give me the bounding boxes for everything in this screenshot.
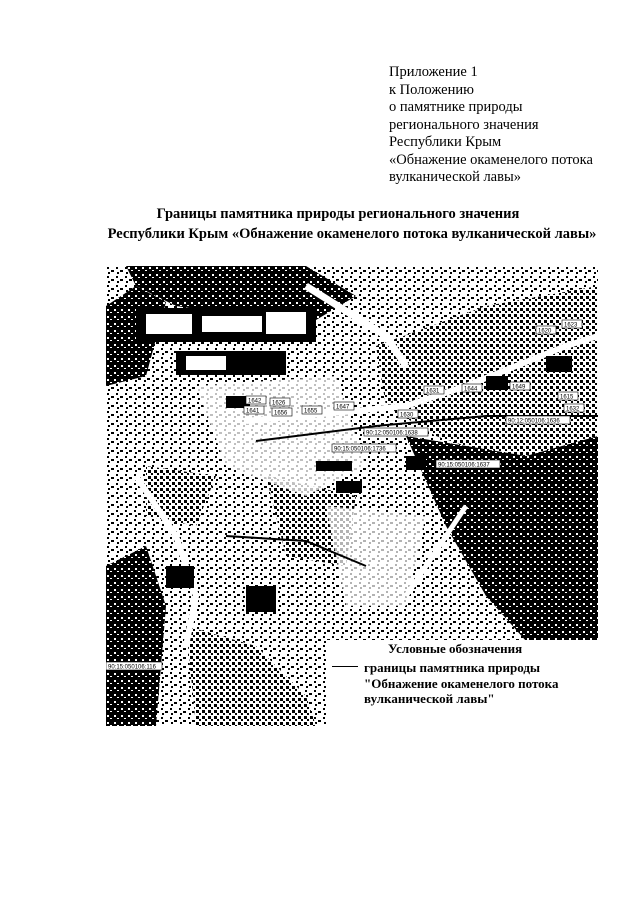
appendix-line: к Положению — [389, 81, 474, 98]
map-label: 1644 — [464, 386, 478, 393]
map-label: 1641 — [246, 408, 260, 415]
boundary-line-symbol — [332, 666, 358, 667]
appendix-line: о памятнике природы — [389, 99, 523, 115]
appendix-block — [389, 64, 629, 187]
legend-title: Условные обозначения — [388, 641, 523, 656]
map-label: 1632 — [566, 406, 580, 413]
map-label: 1647 — [336, 404, 350, 411]
appendix-line: «Обнажение окаменелого потока — [389, 151, 593, 168]
legend — [326, 640, 598, 726]
map-label: 90:12:050106:1636 — [508, 418, 560, 425]
legend-line-text: вулканической лавы" — [364, 691, 495, 706]
map-label: 1631 — [426, 388, 440, 395]
legend-line-text: границы памятника природы — [364, 660, 541, 675]
map-label: 90:15:050106:116 — [108, 664, 156, 671]
document-title-line-2: Республики Крым «Обнажение окаменелого потока вулканической лавы» — [107, 226, 597, 242]
map-label: 1620 — [538, 328, 552, 335]
map-label: 90:15:050106:1736 — [334, 446, 386, 453]
appendix-line: Республики Крым — [389, 134, 502, 150]
legend-description — [364, 660, 558, 707]
map-label: 1626 — [272, 400, 286, 407]
map-label: 1656 — [274, 410, 288, 417]
map-label: 90:15:050106:1637 — [438, 462, 490, 469]
appendix-line: вулканической лавы» — [389, 169, 521, 185]
map-label: 1642 — [248, 398, 262, 405]
document-title-line-1: Границы памятника природы регионального значения — [156, 206, 520, 222]
appendix-line: регионального значения — [389, 116, 539, 133]
map-label: 90:12:050106:1638 — [366, 430, 418, 437]
map-label: 1655 — [304, 408, 318, 415]
map-label: 1649 — [512, 384, 526, 391]
map-label: 1623 — [564, 322, 578, 329]
appendix-line: Приложение 1 — [389, 64, 478, 80]
legend-line-text: "Обнажение окаменелого потока — [364, 675, 559, 691]
map-label: 1630 — [400, 412, 414, 419]
map-label: 1615 — [560, 394, 574, 401]
